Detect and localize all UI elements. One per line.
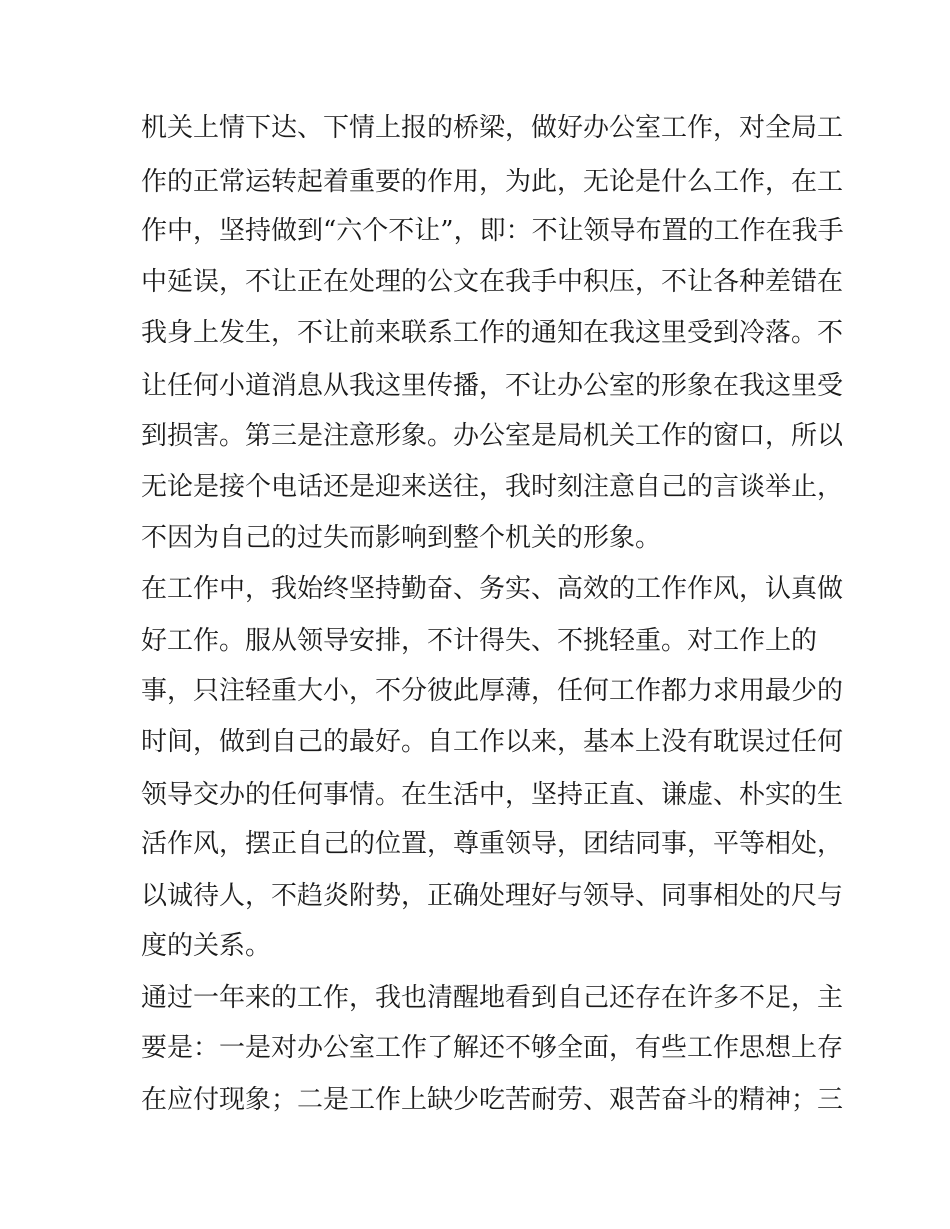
text-line: 度的关系。 — [141, 931, 272, 961]
text-line: 无论是接个电话还是迎来送往，我时刻注意自己的言谈举止， — [141, 472, 844, 502]
text-line: 让任何小道消息从我这里传播，不让办公室的形象在我这里受 — [141, 371, 844, 401]
text-line: 我身上发生，不让前来联系工作的通知在我这里受到冷落。不 — [141, 318, 844, 348]
text-line: 好工作。服从领导安排，不计得失、不挑轻重。对工作上的 — [141, 626, 818, 656]
text-line: 机关上情下达、下情上报的桥梁，做好办公室工作，对全局工 — [141, 113, 844, 143]
text-line: 不因为自己的过失而影响到整个机关的形象。 — [141, 523, 662, 553]
text-line: 在应付现象；二是工作上缺少吃苦耐劳、艰苦奋斗的精神；三 — [141, 1085, 844, 1115]
text-line: 通过一年来的工作，我也清醒地看到自己还存在许多不足，主 — [141, 983, 844, 1013]
text-line: 中延误，不让正在处理的公文在我手中积压，不让各种差错在 — [141, 267, 844, 297]
text-line: 活作风，摆正自己的位置，尊重领导，团结同事，平等相处， — [141, 829, 844, 859]
text-line: 作中，坚持做到“六个不让”，即：不让领导布置的工作在我手 — [141, 216, 844, 246]
text-line: 到损害。第三是注意形象。办公室是局机关工作的窗口，所以 — [141, 421, 844, 451]
text-line: 在工作中，我始终坚持勤奋、务实、高效的工作作风，认真做 — [141, 574, 844, 604]
text-line: 要是：一是对办公室工作了解还不够全面，有些工作思想上存 — [141, 1033, 844, 1063]
text-line: 事，只注轻重大小，不分彼此厚薄，任何工作都力求用最少的 — [141, 676, 844, 706]
text-line: 时间，做到自己的最好。自工作以来，基本上没有耽误过任何 — [141, 727, 844, 757]
text-line: 作的正常运转起着重要的作用，为此，无论是什么工作，在工 — [141, 167, 844, 197]
text-line: 以诚待人，不趋炎附势，正确处理好与领导、同事相处的尺与 — [141, 881, 844, 911]
text-line: 领导交办的任何事情。在生活中，坚持正直、谦虚、朴实的生 — [141, 780, 844, 810]
